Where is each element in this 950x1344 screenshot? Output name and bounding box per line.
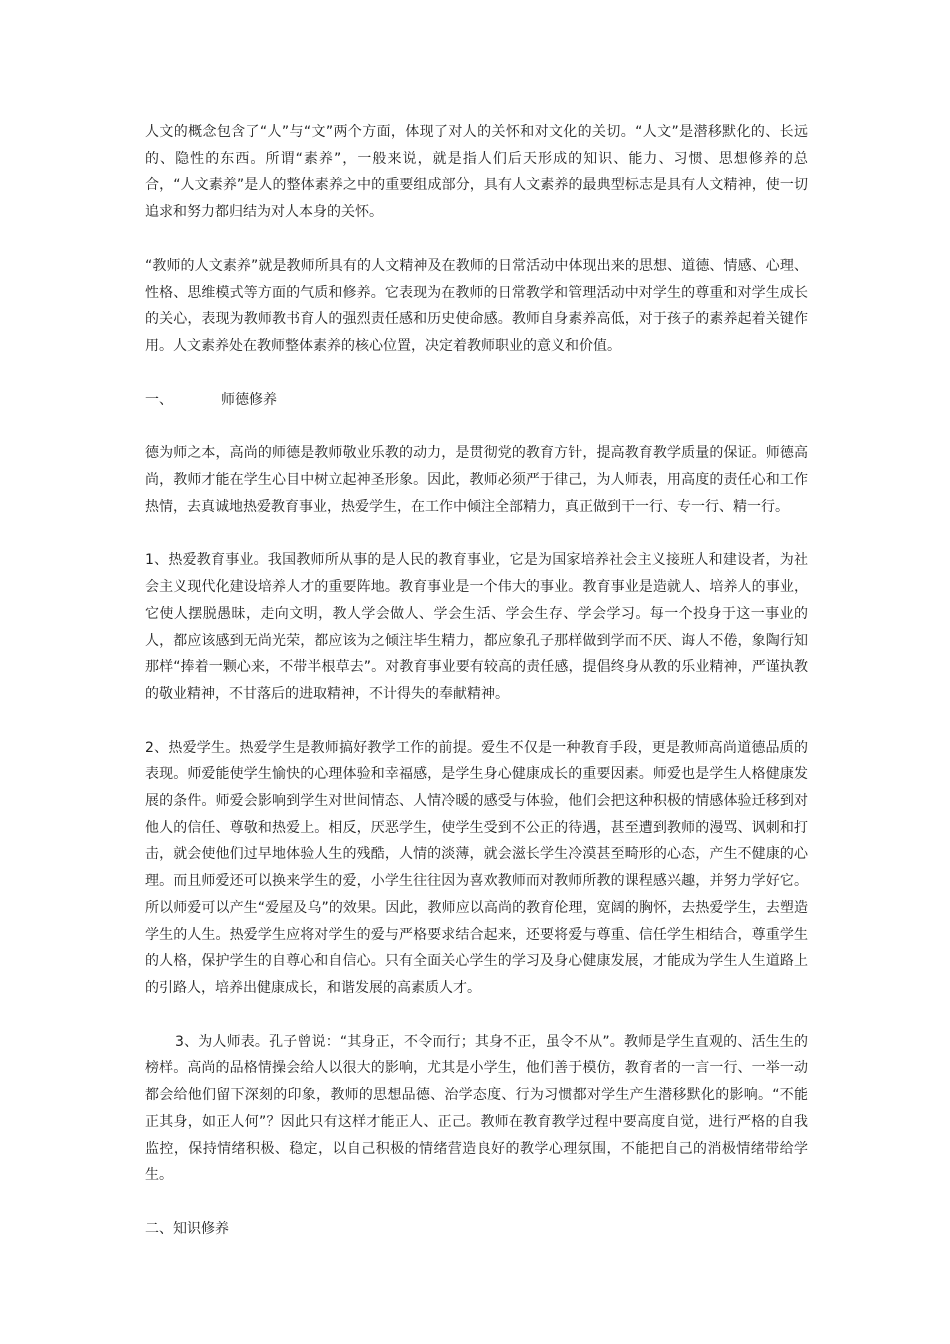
section-title: 师德修养	[221, 391, 277, 408]
paragraph-gap	[145, 360, 808, 387]
paragraph-gap	[145, 520, 808, 547]
section-heading-knowledge: 二、知识修养	[145, 1220, 229, 1237]
section-number: 一、	[145, 391, 173, 408]
paragraph-ethics-intro: 德为师之本，高尚的师德是教师敬业乐教的动力，是贯彻党的教育方针，提高教育教学质量的保证。师德高尚，教师才能在学生心目中树立起神圣形象。因此，教师必须严于律己，为人师表，用高度的责任心和工作热情，去真诚地热爱教育事业，热爱学生，在工作中倾注全部精力，真正做到干一行、专一行、精一行。	[145, 445, 808, 515]
paragraph-gap	[145, 413, 808, 440]
paragraph-gap	[145, 708, 808, 735]
paragraph-teacher-humanities: “教师的人文素养”就是教师所具有的人文精神及在教师的日常活动中体现出来的思想、道德、情感、心理、性格、思维模式等方面的气质和修养。它表现为在教师的日常教学和管理活动中对学生的尊重和对学生成长的关心，表现为教师教书育人的强烈责任感和历史使命感。教师自身素养高低，对于孩子的素养起着关键作用。人文素养处在教师整体素养的核心位置，决定着教师职业的意义和价值。	[145, 257, 808, 354]
document-body	[145, 119, 808, 1243]
section-heading-ethics	[145, 387, 808, 414]
paragraph-gap	[145, 226, 808, 253]
paragraph-role-model: 3、为人师表。孔子曾说：“其身正，不令而行；其身不正，虽令不从”。教师是学生直观的、活生生的榜样。高尚的品格情操会给人以很大的影响，尤其是小学生，他们善于模仿，教育者的一言一行、一举一动都会给他们留下深刻的印象，教师的思想品德、治学态度、行为习惯都对学生产生潜移默化的影响。“不能正其身，如正人何”？因此只有这样才能正人、正己。教师在教育教学过程中要高度自觉，进行严格的自我监控，保持情绪积极、稳定，以自己积极的情绪营造良好的教学心理氛围，不能把自己的消极情绪带给学生。	[145, 1033, 808, 1184]
paragraph-love-students: 2、热爱学生。热爱学生是教师搞好教学工作的前提。爱生不仅是一种教育手段，更是教师高尚道德品质的表现。师爱能使学生愉快的心理体验和幸福感，是学生身心健康成长的重要因素。师爱也是学生人格健康发展的条件。师爱会影响到学生对世间情态、人情冷暖的感受与体验，他们会把这种积极的情感体验迁移到对他人的信任、尊敬和热爱上。相反，厌恶学生，使学生受到不公正的待遇，甚至遭到教师的漫骂、讽刺和打击，就会使他们过早地体验人生的残酷，人情的淡薄，就会滋长学生冷漠甚至畸形的心态，产生不健康的心理。而且师爱还可以换来学生的爱，小学生往往因为喜欢教师而对教师所教的课程感兴趣，并努力学好它。所以师爱可以产生“爱屋及乌”的效果。因此，教师应以高尚的教育伦理，宽阔的胸怀，去热爱学生，去塑造学生的人生。热爱学生应将对学生的爱与严格要求结合起来，还要将爱与尊重、信任学生相结合，尊重学生的人格，保护学生的自尊心和自信心。只有全面关心学生的学习及身心健康发展，才能成为学生人生道路上的引路人，培养出健康成长，和谐发展的高素质人才。	[145, 739, 808, 996]
paragraph-gap	[145, 1002, 808, 1029]
paragraph-gap	[145, 1189, 808, 1216]
paragraph-humanities-concept: 人文的概念包含了“人”与“文”两个方面，体现了对人的关怀和对文化的关切。“人文”是潜移默化的、长远的、隐性的东西。所谓“素养”，一般来说，就是指人们后天形成的知识、能力、习惯、思想修养的总合，“人文素养”是人的整体素养之中的重要组成部分，具有人文素养的最典型标志是具有人文精神，使一切追求和努力都归结为对人本身的关怀。	[145, 124, 808, 221]
paragraph-love-education: 1、热爱教育事业。我国教师所从事的是人民的教育事业，它是为国家培养社会主义接班人和建设者，为社会主义现代化建设培养人才的重要阵地。教育事业是一个伟大的事业。教育事业是造就人、培养人的事业，它使人摆脱愚昧，走向文明，教人学会做人、学会生活、学会生存、学会学习。每一个投身于这一事业的人，都应该感到无尚光荣，都应该为之倾注毕生精力，都应象孔子那样做到学而不厌、诲人不倦，象陶行知那样“捧着一颗心来，不带半根草去”。对教育事业要有较高的责任感，提倡终身从教的乐业精神，严谨执教的敬业精神，不甘落后的进取精神，不计得失的奉献精神。	[145, 552, 808, 702]
